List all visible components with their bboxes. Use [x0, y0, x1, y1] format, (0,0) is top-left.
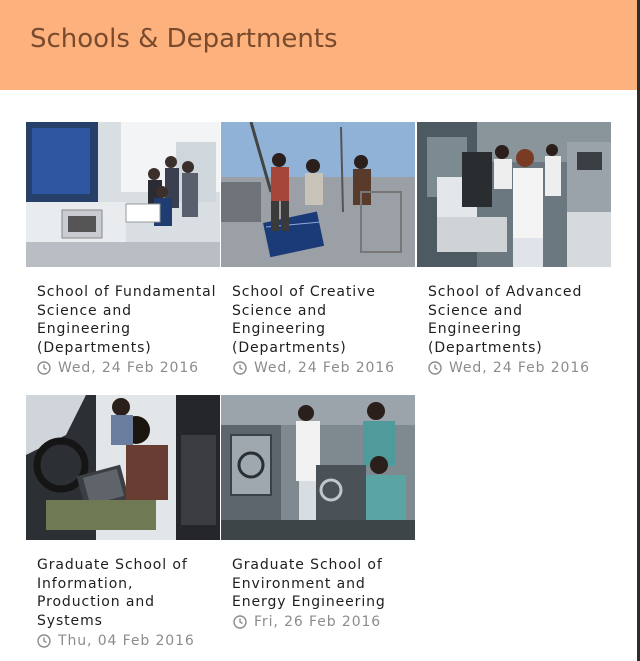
card-graduate-information[interactable] — [26, 395, 222, 630]
card-title[interactable]: School of Advanced Science and Engineering (Departments) — [428, 284, 583, 356]
card-photo[interactable] — [417, 122, 611, 267]
clock-icon — [37, 634, 51, 648]
card-date-text: Wed, 24 Feb 2016 — [58, 360, 199, 376]
card-photo[interactable] — [221, 122, 415, 267]
clock-icon — [233, 615, 247, 629]
card-school-creative[interactable] — [221, 122, 417, 357]
card-date — [233, 360, 395, 376]
clock-icon — [428, 361, 442, 375]
card-title[interactable]: School of Fundamental Science and Engineering (Departments) — [37, 284, 217, 356]
card-date-text: Wed, 24 Feb 2016 — [449, 360, 590, 376]
card-date-text: Fri, 26 Feb 2016 — [254, 614, 382, 630]
card-date-text: Wed, 24 Feb 2016 — [254, 360, 395, 376]
card-date — [233, 614, 381, 630]
card-school-advanced[interactable] — [417, 122, 613, 357]
page-header — [0, 0, 637, 90]
card-date — [37, 633, 195, 649]
card-title[interactable]: Graduate School of Environment and Energy Engineering — [232, 557, 386, 610]
card-date — [37, 360, 199, 376]
card-date-text: Thu, 04 Feb 2016 — [58, 633, 195, 649]
card-photo[interactable] — [26, 395, 220, 540]
card-date — [428, 360, 590, 376]
clock-icon — [233, 361, 247, 375]
card-photo[interactable] — [26, 122, 220, 267]
page-title: Schools & Departments — [30, 24, 338, 54]
card-title[interactable]: Graduate School of Information, Production and Systems — [37, 557, 188, 629]
card-graduate-environment[interactable] — [221, 395, 417, 612]
clock-icon — [37, 361, 51, 375]
card-school-fundamental[interactable] — [26, 122, 222, 357]
card-photo[interactable] — [221, 395, 415, 540]
card-title[interactable]: School of Creative Science and Engineering (Departments) — [232, 284, 376, 356]
